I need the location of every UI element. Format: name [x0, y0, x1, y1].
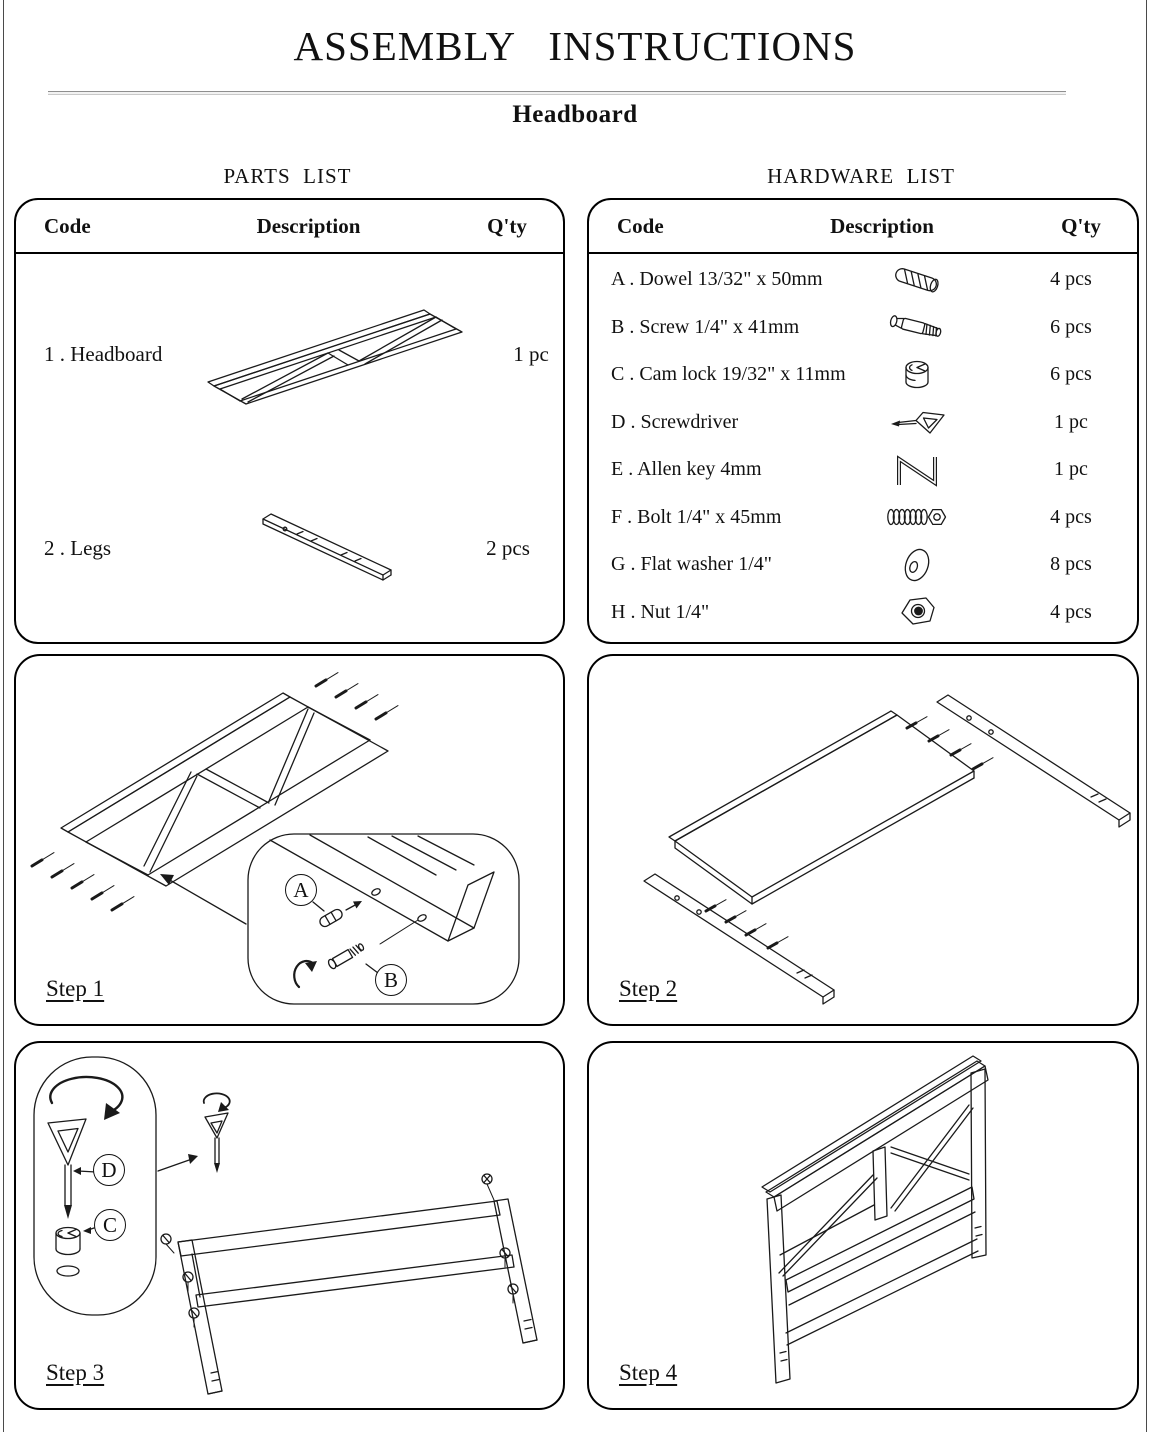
hw-label-bolt: F . Bolt 1/4" x 45mm — [611, 505, 782, 528]
screwdriver-icon — [882, 402, 952, 442]
hardware-list-header — [589, 200, 1137, 254]
hw-qty-allen-key: 1 pc — [1054, 458, 1088, 481]
step-4-panel — [587, 1041, 1139, 1410]
table-row — [589, 446, 1137, 494]
hardware-list-heading: HARDWARE LIST — [767, 164, 955, 188]
hardware-col-description: Description — [830, 213, 934, 238]
step-1-panel — [14, 654, 565, 1026]
table-row — [589, 399, 1137, 447]
hw-label-allen-key: E . Allen key 4mm — [611, 458, 762, 481]
hw-label-screw: B . Screw 1/4" x 41mm — [611, 315, 800, 338]
table-row — [589, 589, 1137, 637]
nut-icon — [882, 592, 952, 632]
step-2-panel — [587, 654, 1139, 1026]
dowel-icon — [882, 260, 952, 300]
step-3-label: Step 3 — [46, 1360, 105, 1385]
hw-qty-cam-lock: 6 pcs — [1050, 363, 1092, 386]
part-label-headboard: 1 . Headboard — [44, 341, 163, 366]
parts-list-heading: PARTS LIST — [223, 164, 352, 188]
step-2-drawing — [589, 656, 1137, 1024]
hw-label-flat-washer: G . Flat washer 1/4" — [611, 553, 772, 576]
hardware-col-qty: Q'ty — [1061, 213, 1101, 238]
step-4-label: Step 4 — [619, 1360, 678, 1385]
callout-a-label: A — [293, 877, 309, 902]
step-2-label: Step 2 — [619, 976, 678, 1001]
step-1-drawing — [16, 656, 563, 1024]
hw-qty-bolt: 4 pcs — [1050, 505, 1092, 528]
step-1-label: Step 1 — [46, 976, 105, 1001]
step-4-drawing — [589, 1043, 1137, 1408]
parts-list-panel — [14, 198, 565, 644]
page-edge-line-right — [1146, 0, 1147, 1432]
allen-key-icon — [882, 450, 952, 490]
hw-qty-dowel: 4 pcs — [1050, 268, 1092, 291]
parts-list-header — [16, 200, 563, 254]
hw-label-nut: H . Nut 1/4" — [611, 600, 710, 623]
callout-d — [93, 1154, 125, 1186]
hardware-rows — [589, 254, 1137, 642]
table-row — [589, 351, 1137, 399]
page-edge-line-left — [3, 0, 4, 1432]
hardware-list-panel — [587, 198, 1139, 644]
hardware-col-code: Code — [617, 213, 664, 238]
part-label-legs: 2 . Legs — [44, 535, 112, 560]
parts-rows — [16, 254, 563, 642]
headboard-part-drawing — [196, 284, 476, 424]
hw-label-cam-lock: C . Cam lock 19/32" x 11mm — [611, 363, 846, 386]
hw-label-screwdriver: D . Screwdriver — [611, 410, 739, 433]
flat-washer-icon — [882, 545, 952, 585]
callout-c-label: C — [102, 1212, 117, 1237]
part-qty-headboard: 1 pc — [513, 341, 549, 366]
table-row — [16, 254, 563, 454]
bolt-icon — [882, 497, 952, 537]
parts-col-qty: Q'ty — [487, 213, 527, 238]
table-row — [16, 454, 563, 642]
table-row — [589, 304, 1137, 352]
part-qty-legs: 2 pcs — [486, 535, 530, 560]
parts-col-description: Description — [256, 213, 361, 238]
table-row — [589, 256, 1137, 304]
leg-part-drawing — [245, 503, 405, 593]
table-row — [589, 541, 1137, 589]
callout-c — [94, 1209, 126, 1241]
screw-icon — [882, 307, 952, 347]
cam-lock-icon — [882, 355, 952, 395]
hw-qty-screw: 6 pcs — [1050, 315, 1092, 338]
hw-qty-nut: 4 pcs — [1050, 600, 1092, 623]
title-divider — [48, 91, 1066, 95]
page-title: ASSEMBLY INSTRUCTIONS — [293, 23, 857, 69]
step-3-panel — [14, 1041, 565, 1410]
callout-b-label: B — [383, 967, 398, 992]
table-row — [589, 494, 1137, 542]
hw-label-dowel: A . Dowel 13/32" x 50mm — [611, 268, 823, 291]
callout-a — [285, 874, 317, 906]
product-title: Headboard — [512, 101, 638, 128]
parts-col-code: Code — [44, 213, 91, 238]
callout-d-label: D — [101, 1157, 117, 1182]
hw-qty-flat-washer: 8 pcs — [1050, 553, 1092, 576]
hw-qty-screwdriver: 1 pc — [1054, 410, 1088, 433]
callout-b — [375, 964, 407, 996]
